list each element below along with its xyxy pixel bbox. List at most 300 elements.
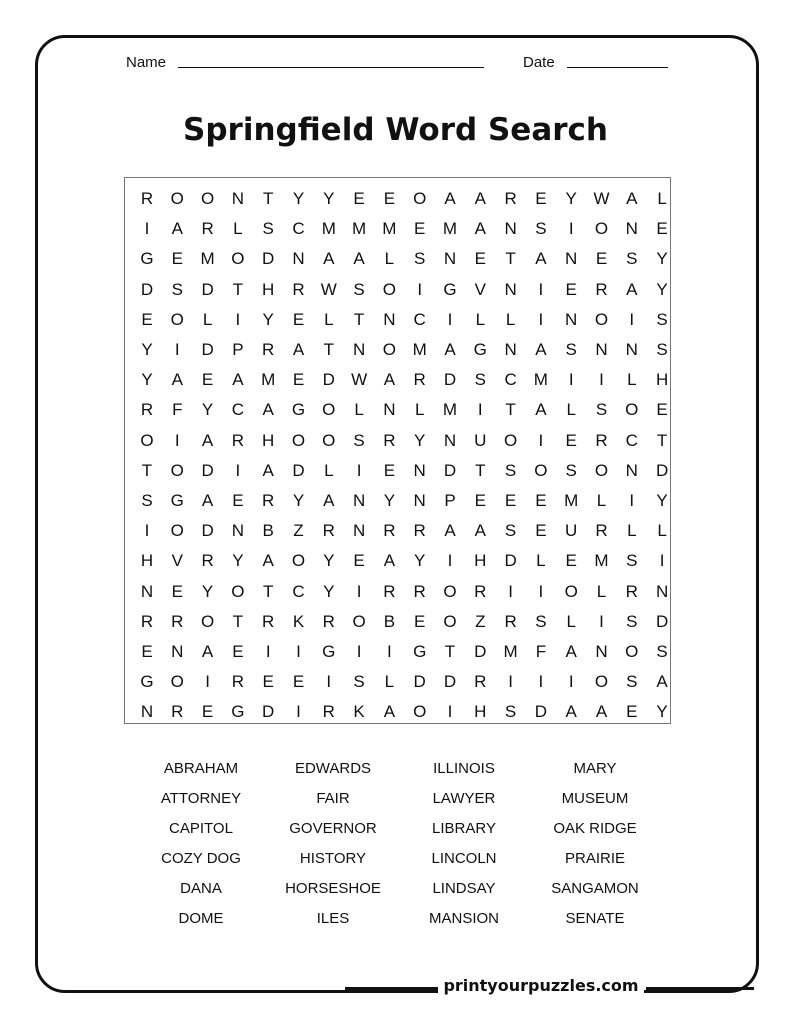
grid-letter[interactable]: L	[324, 460, 334, 480]
grid-letter[interactable]: T	[475, 460, 486, 480]
grid-letter[interactable]: A	[474, 189, 486, 208]
grid-letter[interactable]: D	[262, 249, 275, 269]
grid-letter[interactable]: I	[508, 581, 513, 601]
grid-letter[interactable]: L	[202, 309, 213, 329]
grid-letter[interactable]: M	[503, 642, 518, 661]
grid-letter[interactable]: N	[443, 249, 457, 269]
grid-letter[interactable]: S	[535, 219, 547, 239]
grid-letter[interactable]: C	[292, 581, 305, 601]
grid-letter[interactable]: H	[474, 551, 487, 571]
grid-letter[interactable]: Z	[293, 521, 304, 541]
grid-letter[interactable]: S	[262, 219, 274, 239]
grid-letter[interactable]: L	[384, 672, 395, 692]
grid-letter[interactable]: A	[626, 189, 638, 208]
grid-letter[interactable]: E	[141, 309, 153, 329]
grid-letter[interactable]: E	[535, 521, 547, 541]
grid-letter[interactable]: N	[504, 340, 517, 359]
grid-letter[interactable]: L	[384, 249, 395, 269]
grid-letter[interactable]: K	[292, 611, 305, 631]
grid-letter[interactable]: M	[412, 340, 427, 359]
grid-letter[interactable]: I	[144, 219, 150, 239]
grid-letter[interactable]: N	[625, 460, 638, 480]
grid-letter[interactable]: Y	[292, 491, 305, 510]
grid-letter[interactable]: Y	[262, 309, 274, 329]
grid-letter[interactable]: R	[140, 189, 154, 208]
grid-letter[interactable]: L	[536, 551, 546, 571]
grid-letter[interactable]: R	[231, 672, 245, 692]
grid-letter[interactable]: E	[383, 189, 396, 208]
grid-letter[interactable]: B	[383, 611, 396, 631]
grid-letter[interactable]: L	[566, 611, 576, 631]
grid-letter[interactable]: A	[262, 400, 274, 420]
grid-letter[interactable]: A	[444, 189, 456, 208]
grid-letter[interactable]: O	[382, 279, 396, 299]
grid-letter[interactable]: A	[323, 249, 335, 269]
grid-letter[interactable]: R	[140, 400, 154, 420]
grid-letter[interactable]: Y	[414, 430, 426, 450]
grid-letter[interactable]: O	[625, 642, 639, 661]
grid-letter[interactable]: I	[659, 551, 665, 571]
grid-letter[interactable]: E	[656, 219, 668, 239]
grid-letter[interactable]: G	[413, 642, 427, 661]
grid-letter[interactable]: O	[594, 219, 609, 239]
grid-letter[interactable]: M	[442, 219, 458, 239]
grid-letter[interactable]: E	[171, 581, 183, 601]
grid-letter[interactable]: O	[413, 189, 427, 208]
grid-letter[interactable]: N	[565, 249, 578, 269]
grid-letter[interactable]: D	[655, 611, 669, 631]
grid-letter[interactable]: N	[595, 642, 608, 661]
grid-letter[interactable]: A	[262, 551, 274, 571]
grid-letter[interactable]: A	[444, 340, 456, 359]
grid-letter[interactable]: R	[595, 279, 608, 299]
grid-letter[interactable]: A	[444, 521, 456, 541]
grid-letter[interactable]: N	[231, 189, 245, 208]
grid-letter[interactable]: E	[595, 249, 608, 269]
grid-letter[interactable]: I	[447, 551, 453, 571]
grid-letter[interactable]: Y	[141, 340, 153, 359]
grid-letter[interactable]: B	[262, 521, 274, 541]
grid-letter[interactable]: H	[262, 279, 275, 299]
grid-letter[interactable]: D	[443, 370, 457, 390]
grid-letter[interactable]: I	[356, 642, 362, 661]
grid-letter[interactable]: A	[201, 430, 214, 450]
grid-letter[interactable]: A	[292, 340, 305, 359]
grid-letter[interactable]: O	[443, 581, 457, 601]
grid-letter[interactable]: A	[535, 249, 547, 269]
grid-letter[interactable]: E	[353, 551, 365, 571]
grid-letter[interactable]: S	[171, 279, 183, 299]
grid-letter[interactable]: E	[535, 189, 547, 208]
grid-letter[interactable]: D	[292, 460, 305, 480]
grid-letter[interactable]: R	[383, 581, 396, 601]
grid-letter[interactable]: S	[626, 672, 638, 692]
grid-letter[interactable]: I	[447, 309, 453, 329]
grid-letter[interactable]: M	[533, 370, 548, 390]
grid-letter[interactable]: I	[538, 309, 544, 329]
grid-letter[interactable]: A	[595, 702, 608, 722]
grid-letter[interactable]: E	[474, 249, 486, 269]
grid-letter[interactable]: I	[568, 672, 574, 692]
grid-letter[interactable]: E	[292, 370, 305, 390]
grid-letter[interactable]: G	[170, 491, 184, 510]
grid-letter[interactable]: N	[655, 581, 669, 601]
grid-letter[interactable]: E	[292, 309, 305, 329]
grid-letter[interactable]: R	[474, 672, 487, 692]
grid-letter[interactable]: E	[201, 370, 214, 390]
grid-letter[interactable]: Y	[656, 702, 668, 722]
grid-letter[interactable]: N	[443, 430, 457, 450]
grid-letter[interactable]: E	[171, 249, 183, 269]
grid-letter[interactable]: I	[538, 672, 544, 692]
grid-letter[interactable]: L	[596, 491, 607, 510]
grid-letter[interactable]: V	[474, 279, 486, 299]
grid-letter[interactable]: A	[626, 279, 638, 299]
grid-letter[interactable]: S	[626, 551, 638, 571]
grid-letter[interactable]: Y	[414, 551, 426, 571]
grid-letter[interactable]: T	[353, 309, 365, 329]
grid-letter[interactable]: E	[565, 551, 577, 571]
grid-letter[interactable]: R	[292, 279, 305, 299]
grid-letter[interactable]: O	[170, 189, 184, 208]
grid-letter[interactable]: M	[200, 249, 215, 269]
grid-letter[interactable]: F	[172, 400, 183, 420]
grid-letter[interactable]: V	[171, 551, 183, 571]
grid-letter[interactable]: R	[322, 521, 335, 541]
grid-letter[interactable]: R	[625, 581, 638, 601]
grid-letter[interactable]: O	[594, 672, 609, 692]
grid-letter[interactable]: N	[595, 340, 608, 359]
grid-letter[interactable]: I	[205, 672, 210, 692]
grid-letter[interactable]: A	[474, 521, 486, 541]
grid-letter[interactable]: O	[382, 340, 396, 359]
grid-letter[interactable]: N	[292, 249, 305, 269]
grid-letter[interactable]: L	[596, 581, 607, 601]
grid-letter[interactable]: M	[321, 219, 336, 239]
grid-letter[interactable]: R	[322, 702, 335, 722]
grid-letter[interactable]: N	[413, 491, 426, 510]
grid-letter[interactable]: H	[140, 551, 154, 571]
grid-letter[interactable]: I	[144, 521, 150, 541]
grid-letter[interactable]: I	[296, 702, 301, 722]
grid-letter[interactable]: O	[413, 702, 427, 722]
grid-letter[interactable]: W	[593, 189, 610, 208]
grid-letter[interactable]: D	[443, 672, 457, 692]
grid-letter[interactable]: E	[232, 642, 244, 661]
grid-letter[interactable]: M	[382, 219, 397, 239]
grid-letter[interactable]: O	[594, 309, 609, 329]
grid-letter[interactable]: W	[351, 370, 368, 390]
grid-letter[interactable]: G	[231, 702, 245, 722]
grid-letter[interactable]: L	[657, 189, 667, 208]
grid-letter[interactable]: N	[413, 460, 426, 480]
grid-letter[interactable]: N	[504, 279, 517, 299]
grid-letter[interactable]: E	[292, 672, 305, 692]
grid-letter[interactable]: S	[504, 460, 517, 480]
grid-letter[interactable]: D	[474, 642, 487, 661]
grid-letter[interactable]: L	[354, 400, 364, 420]
grid-letter[interactable]: A	[201, 491, 214, 510]
grid-letter[interactable]: R	[322, 611, 335, 631]
grid-letter[interactable]: M	[352, 219, 367, 239]
grid-letter[interactable]: Y	[323, 551, 335, 571]
grid-letter[interactable]: R	[413, 521, 426, 541]
grid-letter[interactable]: C	[231, 400, 245, 420]
grid-letter[interactable]: T	[505, 249, 516, 269]
grid-letter[interactable]: O	[534, 460, 548, 480]
grid-letter[interactable]: C	[625, 430, 638, 450]
grid-letter[interactable]: G	[322, 642, 336, 661]
grid-letter[interactable]: R	[595, 430, 608, 450]
grid-letter[interactable]: C	[292, 219, 305, 239]
grid-letter[interactable]: T	[262, 581, 274, 601]
grid-letter[interactable]: E	[504, 491, 517, 510]
grid-letter[interactable]: D	[534, 702, 548, 722]
grid-letter[interactable]: T	[232, 279, 244, 299]
grid-letter[interactable]: S	[141, 491, 153, 510]
grid-letter[interactable]: O	[170, 309, 184, 329]
date-field-line[interactable]	[567, 67, 668, 68]
grid-letter[interactable]: E	[565, 279, 577, 299]
grid-letter[interactable]: M	[442, 400, 458, 420]
grid-letter[interactable]: L	[324, 309, 334, 329]
grid-letter[interactable]: Y	[232, 551, 244, 571]
grid-letter[interactable]: S	[626, 249, 638, 269]
grid-letter[interactable]: Y	[201, 400, 214, 420]
grid-letter[interactable]: U	[474, 430, 487, 450]
grid-letter[interactable]: D	[322, 370, 335, 390]
grid-letter[interactable]: A	[383, 551, 396, 571]
grid-letter[interactable]: N	[504, 219, 517, 239]
grid-letter[interactable]: Z	[475, 611, 486, 631]
grid-letter[interactable]: C	[504, 370, 517, 390]
grid-letter[interactable]: O	[231, 249, 245, 269]
grid-letter[interactable]: G	[140, 672, 154, 692]
grid-letter[interactable]: T	[262, 189, 274, 208]
grid-letter[interactable]: Y	[201, 581, 214, 601]
grid-letter[interactable]: O	[200, 189, 215, 208]
grid-letter[interactable]: L	[657, 521, 667, 541]
grid-letter[interactable]: N	[140, 581, 154, 601]
grid-letter[interactable]: N	[352, 491, 366, 510]
grid-letter[interactable]: W	[320, 279, 337, 299]
grid-letter[interactable]: I	[599, 370, 604, 390]
grid-letter[interactable]: A	[171, 219, 183, 239]
grid-letter[interactable]: R	[201, 219, 214, 239]
grid-letter[interactable]: A	[201, 642, 214, 661]
grid-letter[interactable]: S	[353, 672, 365, 692]
grid-letter[interactable]: N	[625, 340, 638, 359]
grid-letter[interactable]: I	[235, 309, 241, 329]
grid-letter[interactable]: I	[538, 430, 544, 450]
grid-letter[interactable]: Y	[141, 370, 153, 390]
grid-letter[interactable]: D	[443, 460, 457, 480]
grid-letter[interactable]: I	[387, 642, 392, 661]
grid-letter[interactable]: P	[444, 491, 456, 510]
grid-letter[interactable]: G	[291, 400, 306, 420]
grid-letter[interactable]: N	[352, 521, 366, 541]
grid-letter[interactable]: D	[140, 279, 154, 299]
grid-letter[interactable]: Y	[383, 491, 396, 510]
grid-letter[interactable]: O	[322, 400, 336, 420]
grid-letter[interactable]: Y	[323, 581, 335, 601]
grid-letter[interactable]: N	[140, 702, 154, 722]
grid-letter[interactable]: I	[174, 430, 180, 450]
grid-letter[interactable]: R	[262, 491, 275, 510]
grid-letter[interactable]: E	[201, 702, 214, 722]
grid-letter[interactable]: U	[565, 521, 578, 541]
grid-letter[interactable]: O	[291, 551, 306, 571]
grid-letter[interactable]: I	[538, 581, 544, 601]
grid-letter[interactable]: A	[474, 219, 486, 239]
grid-letter[interactable]: O	[503, 430, 518, 450]
grid-letter[interactable]: E	[626, 702, 638, 722]
grid-letter[interactable]: A	[262, 460, 274, 480]
grid-letter[interactable]: E	[353, 189, 365, 208]
grid-letter[interactable]: S	[565, 340, 577, 359]
grid-letter[interactable]: E	[565, 430, 577, 450]
grid-letter[interactable]: R	[262, 611, 275, 631]
grid-letter[interactable]: G	[443, 279, 457, 299]
grid-letter[interactable]: T	[505, 400, 516, 420]
grid-letter[interactable]: O	[594, 460, 609, 480]
grid-letter[interactable]: S	[656, 340, 668, 359]
grid-letter[interactable]: S	[353, 430, 365, 450]
grid-letter[interactable]: A	[656, 672, 668, 692]
grid-letter[interactable]: L	[475, 309, 486, 329]
grid-letter[interactable]: A	[535, 400, 547, 420]
grid-letter[interactable]: A	[535, 340, 547, 359]
grid-letter[interactable]: K	[353, 702, 365, 722]
grid-letter[interactable]: Y	[323, 189, 335, 208]
grid-letter[interactable]: S	[626, 611, 638, 631]
grid-letter[interactable]: R	[140, 611, 154, 631]
grid-letter[interactable]: I	[477, 400, 483, 420]
grid-letter[interactable]: N	[383, 400, 396, 420]
grid-letter[interactable]: E	[232, 491, 244, 510]
grid-letter[interactable]: O	[140, 430, 154, 450]
grid-letter[interactable]: I	[538, 279, 544, 299]
grid-letter[interactable]: T	[141, 460, 153, 480]
grid-letter[interactable]: H	[655, 370, 669, 390]
grid-letter[interactable]: R	[383, 521, 396, 541]
grid-letter[interactable]: Y	[656, 249, 668, 269]
grid-letter[interactable]: A	[353, 249, 365, 269]
grid-letter[interactable]: S	[595, 400, 608, 420]
grid-letter[interactable]: O	[291, 430, 306, 450]
grid-letter[interactable]: M	[594, 551, 609, 571]
grid-letter[interactable]: S	[656, 309, 668, 329]
grid-letter[interactable]: R	[504, 611, 517, 631]
grid-letter[interactable]: O	[170, 521, 184, 541]
grid-letter[interactable]: T	[232, 611, 244, 631]
grid-letter[interactable]: R	[413, 581, 426, 601]
grid-letter[interactable]: D	[201, 460, 214, 480]
grid-letter[interactable]: T	[656, 430, 668, 450]
grid-letter[interactable]: I	[629, 491, 635, 510]
grid-letter[interactable]: O	[322, 430, 336, 450]
grid-letter[interactable]: R	[595, 521, 608, 541]
grid-letter[interactable]: O	[352, 611, 366, 631]
grid-letter[interactable]: A	[232, 370, 244, 390]
grid-letter[interactable]: E	[656, 400, 668, 420]
grid-letter[interactable]: E	[383, 460, 396, 480]
grid-letter[interactable]: I	[356, 581, 362, 601]
grid-letter[interactable]: N	[231, 521, 245, 541]
grid-letter[interactable]: N	[352, 340, 366, 359]
grid-letter[interactable]: G	[473, 340, 487, 359]
grid-letter[interactable]: I	[508, 672, 513, 692]
name-field-line[interactable]	[178, 67, 484, 68]
grid-letter[interactable]: D	[262, 702, 275, 722]
grid-letter[interactable]: E	[474, 491, 486, 510]
grid-letter[interactable]: A	[383, 702, 396, 722]
grid-letter[interactable]: I	[568, 219, 574, 239]
grid-letter[interactable]: M	[564, 491, 579, 510]
grid-letter[interactable]: Y	[656, 491, 668, 510]
grid-letter[interactable]: I	[235, 460, 241, 480]
grid-letter[interactable]: E	[262, 672, 274, 692]
grid-letter[interactable]: Y	[292, 189, 305, 208]
grid-letter[interactable]: L	[627, 521, 637, 541]
grid-letter[interactable]: H	[262, 430, 275, 450]
grid-letter[interactable]: I	[326, 672, 332, 692]
grid-letter[interactable]: E	[414, 219, 426, 239]
grid-letter[interactable]: N	[171, 642, 184, 661]
grid-letter[interactable]: I	[629, 309, 635, 329]
grid-letter[interactable]: S	[414, 249, 426, 269]
grid-letter[interactable]: R	[201, 551, 214, 571]
grid-letter[interactable]: D	[504, 551, 517, 571]
grid-letter[interactable]: N	[625, 219, 638, 239]
grid-letter[interactable]: N	[383, 309, 396, 329]
grid-letter[interactable]: R	[171, 611, 184, 631]
grid-letter[interactable]: R	[262, 340, 275, 359]
grid-letter[interactable]: E	[535, 491, 547, 510]
grid-letter[interactable]: T	[444, 642, 456, 661]
grid-letter[interactable]: E	[141, 642, 153, 661]
grid-letter[interactable]: R	[474, 581, 487, 601]
grid-letter[interactable]: L	[233, 219, 243, 239]
grid-letter[interactable]: O	[170, 672, 184, 692]
grid-letter[interactable]: F	[535, 642, 547, 661]
grid-letter[interactable]: I	[356, 460, 362, 480]
grid-letter[interactable]: H	[474, 702, 487, 722]
grid-letter[interactable]: S	[656, 642, 668, 661]
grid-letter[interactable]: R	[231, 430, 245, 450]
grid-letter[interactable]: R	[383, 430, 396, 450]
grid-letter[interactable]: D	[655, 460, 669, 480]
grid-letter[interactable]: O	[170, 460, 184, 480]
grid-letter[interactable]: I	[599, 611, 604, 631]
grid-letter[interactable]: A	[171, 370, 183, 390]
grid-letter[interactable]: R	[413, 370, 426, 390]
grid-letter[interactable]: L	[566, 400, 576, 420]
grid-letter[interactable]: D	[201, 340, 214, 359]
grid-letter[interactable]: M	[261, 370, 276, 390]
grid-letter[interactable]: G	[140, 249, 154, 269]
grid-letter[interactable]: L	[505, 309, 516, 329]
grid-letter[interactable]: D	[201, 521, 214, 541]
grid-letter[interactable]: O	[625, 400, 639, 420]
grid-letter[interactable]: D	[201, 279, 214, 299]
grid-letter[interactable]: A	[565, 702, 577, 722]
grid-letter[interactable]: P	[232, 340, 244, 359]
grid-letter[interactable]: I	[174, 340, 180, 359]
grid-letter[interactable]: Y	[656, 279, 668, 299]
grid-letter[interactable]: S	[504, 521, 517, 541]
grid-letter[interactable]: O	[564, 581, 578, 601]
